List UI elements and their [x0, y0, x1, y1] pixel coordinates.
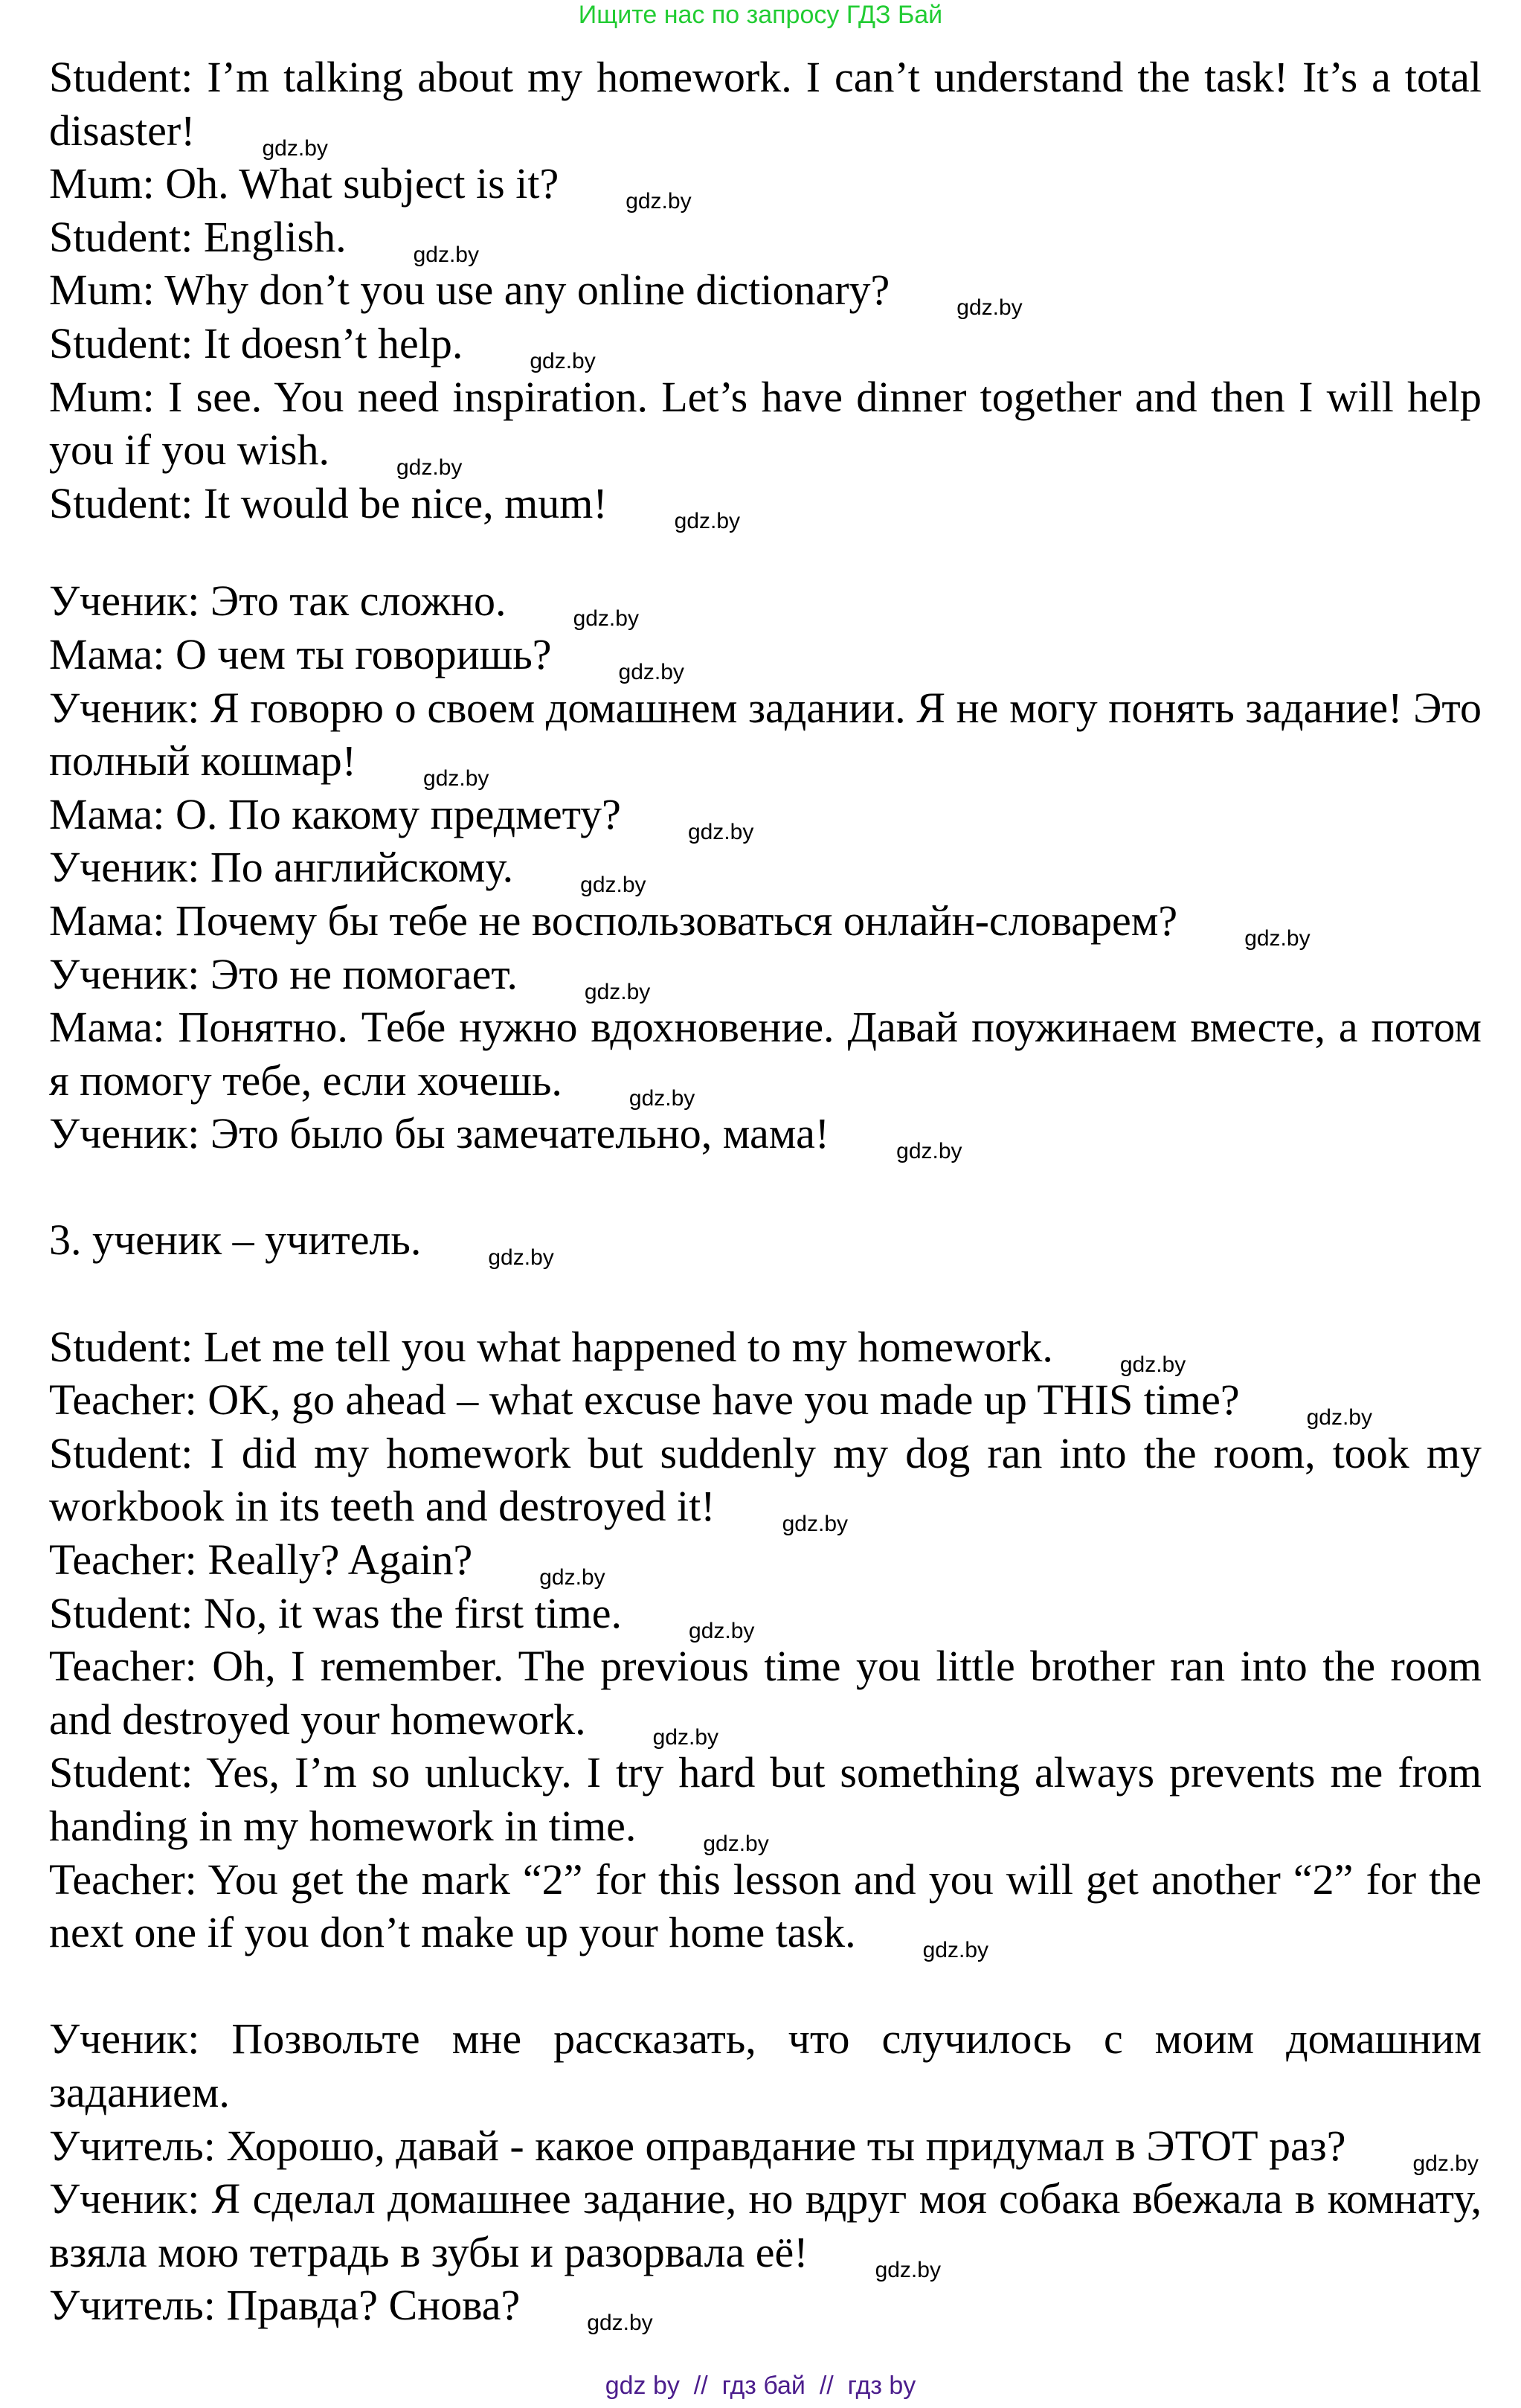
line-text: Teacher: Really? Again?: [49, 1535, 473, 1585]
watermark: gdz.by: [539, 1565, 605, 1590]
line-text: Учитель: Правда? Снова?: [49, 2281, 521, 2330]
watermark: gdz.by: [1244, 925, 1311, 951]
dialogue-line: [49, 1320, 1482, 1377]
line-text: Мама: О чем ты говоришь?: [49, 629, 552, 678]
watermark: gdz.by: [626, 189, 692, 214]
line-text: Mum: Why don’t you use any online dictionary?: [49, 266, 890, 315]
watermark: gdz.by: [413, 242, 479, 267]
line-text: Student: Yes, I’m so unlucky. I try hard but something always prevents me from handing in my homework in time.: [49, 1748, 1482, 1850]
dialogue-line: [49, 894, 1482, 951]
line-text: Teacher: OK, go ahead – what excuse have you made up THIS time?: [49, 1375, 1240, 1425]
line-text: Student: It would be nice, mum!: [49, 478, 608, 527]
search-hint-header: Ищите нас по запросу ГДЗ Бай: [578, 1, 943, 29]
watermark: gdz.by: [922, 1938, 989, 1963]
watermark: gdz.by: [1306, 1405, 1372, 1431]
line-text: Mum: I see. You need inspiration. Let’s have dinner together and then I will help you if you wish.: [49, 372, 1482, 475]
line-text: Ученик: Я говорю о своем домашнем задании. Я не могу понять задание! Это полный кошмар!: [49, 683, 1482, 786]
dialogue-line: [49, 1001, 1482, 1111]
line-text: Student: No, it was the first time.: [49, 1588, 623, 1637]
dialogue-line: [49, 1107, 1482, 1164]
watermark: gdz.by: [628, 1085, 695, 1111]
dialogue-line: [49, 2172, 1482, 2282]
dialogue-section-russian-mum: [49, 574, 1482, 1164]
dialogue-line: [49, 157, 1482, 214]
watermark: gdz.by: [956, 295, 1023, 321]
watermark: gdz.by: [687, 819, 754, 844]
dialogue-line: [49, 788, 1482, 844]
dialogue-line: [49, 1373, 1482, 1431]
section-heading: [49, 1213, 1482, 1271]
watermark: gdz.by: [703, 1831, 769, 1856]
watermark: gdz.by: [573, 606, 639, 632]
line-text: Teacher: Oh, I remember. The previous time you little brother ran into the room and destroyed your homework.: [49, 1642, 1482, 1744]
line-text: Ученик: Это не помогает.: [49, 949, 518, 998]
line-text: Мама: Почему бы тебе не воспользоваться онлайн-словарем?: [49, 896, 1178, 945]
dialogue-line: [49, 1853, 1482, 1963]
dialogue-line: [49, 1427, 1482, 1537]
dialogue-line: [49, 628, 1482, 684]
watermark: gdz.by: [618, 659, 684, 684]
dialogue-line: [49, 370, 1482, 481]
watermark: gdz.by: [1119, 1352, 1186, 1377]
line-text: Ученик: Позвольте мне рассказать, что случилось с моим домашним заданием.: [49, 2014, 1482, 2116]
dialogue-line: [49, 317, 1482, 373]
line-text: Мама: Понятно. Тебе нужно вдохновение. Давай поужинаем вместе, а потом я помогу тебе, если хочешь.: [49, 1003, 1482, 1105]
dialogue-section-english-teacher: [49, 1320, 1482, 1963]
line-text: Student: Let me tell you what happened to my homework.: [49, 1322, 1053, 1371]
line-text: Ученик: Это было бы замечательно, мама!: [49, 1109, 830, 1158]
dialogue-line: [49, 841, 1482, 898]
dialogue-section-english-mum: [49, 51, 1482, 533]
dialogue-line: [49, 681, 1482, 792]
dialogue-line: [49, 211, 1482, 267]
dialogue-line: [49, 1640, 1482, 1750]
watermark: gdz.by: [782, 1512, 848, 1537]
line-text: Student: I did my homework but suddenly my dog ran into the room, took my workbook in its teeth and destroyed it!: [49, 1428, 1482, 1531]
dialogue-line: [49, 1746, 1482, 1856]
dialogue-section-russian-teacher: [49, 2012, 1482, 2336]
watermark: gdz.by: [423, 766, 489, 792]
line-text: Student: I’m talking about my homework. I can’t understand the task! It’s a total disaster!: [49, 53, 1482, 155]
dialogue-line: [49, 2279, 1482, 2336]
watermark: gdz.by: [580, 873, 646, 898]
line-text: Учитель: Хорошо, давай - какое оправдание ты придумал в ЭТОТ раз?: [49, 2121, 1346, 2170]
dialogue-line: [49, 574, 1482, 632]
line-text: Teacher: You get the mark “2” for this lesson and you will get another “2” for the next one if you don’t make up your home task.: [49, 1855, 1482, 1957]
watermark: gdz.by: [896, 1139, 962, 1164]
dialogue-line: [49, 948, 1482, 1004]
watermark: gdz.by: [262, 135, 328, 161]
watermark: gdz.by: [488, 1245, 554, 1271]
dialogue-line: [49, 1587, 1482, 1643]
watermark: gdz.by: [1412, 2151, 1479, 2176]
watermark: gdz.by: [689, 1618, 755, 1643]
line-text: Ученик: Я сделал домашнее задание, но вдруг моя собака вбежала в комнату, взяла мою тетрадь в зубы и разорвала её!: [49, 2174, 1482, 2276]
watermark: gdz.by: [396, 455, 463, 481]
dialogue-line: [49, 1533, 1482, 1590]
line-text: Student: English.: [49, 212, 347, 261]
watermark: gdz.by: [652, 1724, 718, 1750]
dialogue-line: [49, 51, 1482, 161]
watermark: gdz.by: [674, 508, 741, 533]
line-text: Ученик: По английскому.: [49, 843, 514, 892]
section-heading-3: [49, 1213, 1482, 1271]
dialogue-line: [49, 477, 1482, 533]
dialogue-line: [49, 2012, 1482, 2119]
watermark: gdz.by: [584, 979, 651, 1004]
dialogue-line: [49, 2119, 1482, 2176]
dialogue-line: [49, 263, 1482, 321]
line-text: Мама: О. По какому предмету?: [49, 789, 621, 838]
site-footer-links: gdz by // гдз бай // гдз by: [605, 2371, 916, 2400]
watermark: gdz.by: [587, 2311, 653, 2336]
line-text: Student: It doesn’t help.: [49, 318, 463, 367]
watermark: gdz.by: [875, 2257, 941, 2282]
line-text: Mum: Oh. What subject is it?: [49, 159, 559, 208]
document-body: [49, 0, 1482, 2336]
watermark: gdz.by: [530, 348, 596, 373]
heading-text: 3. ученик – учитель.: [49, 1216, 422, 1265]
line-text: Ученик: Это так сложно.: [49, 577, 507, 626]
